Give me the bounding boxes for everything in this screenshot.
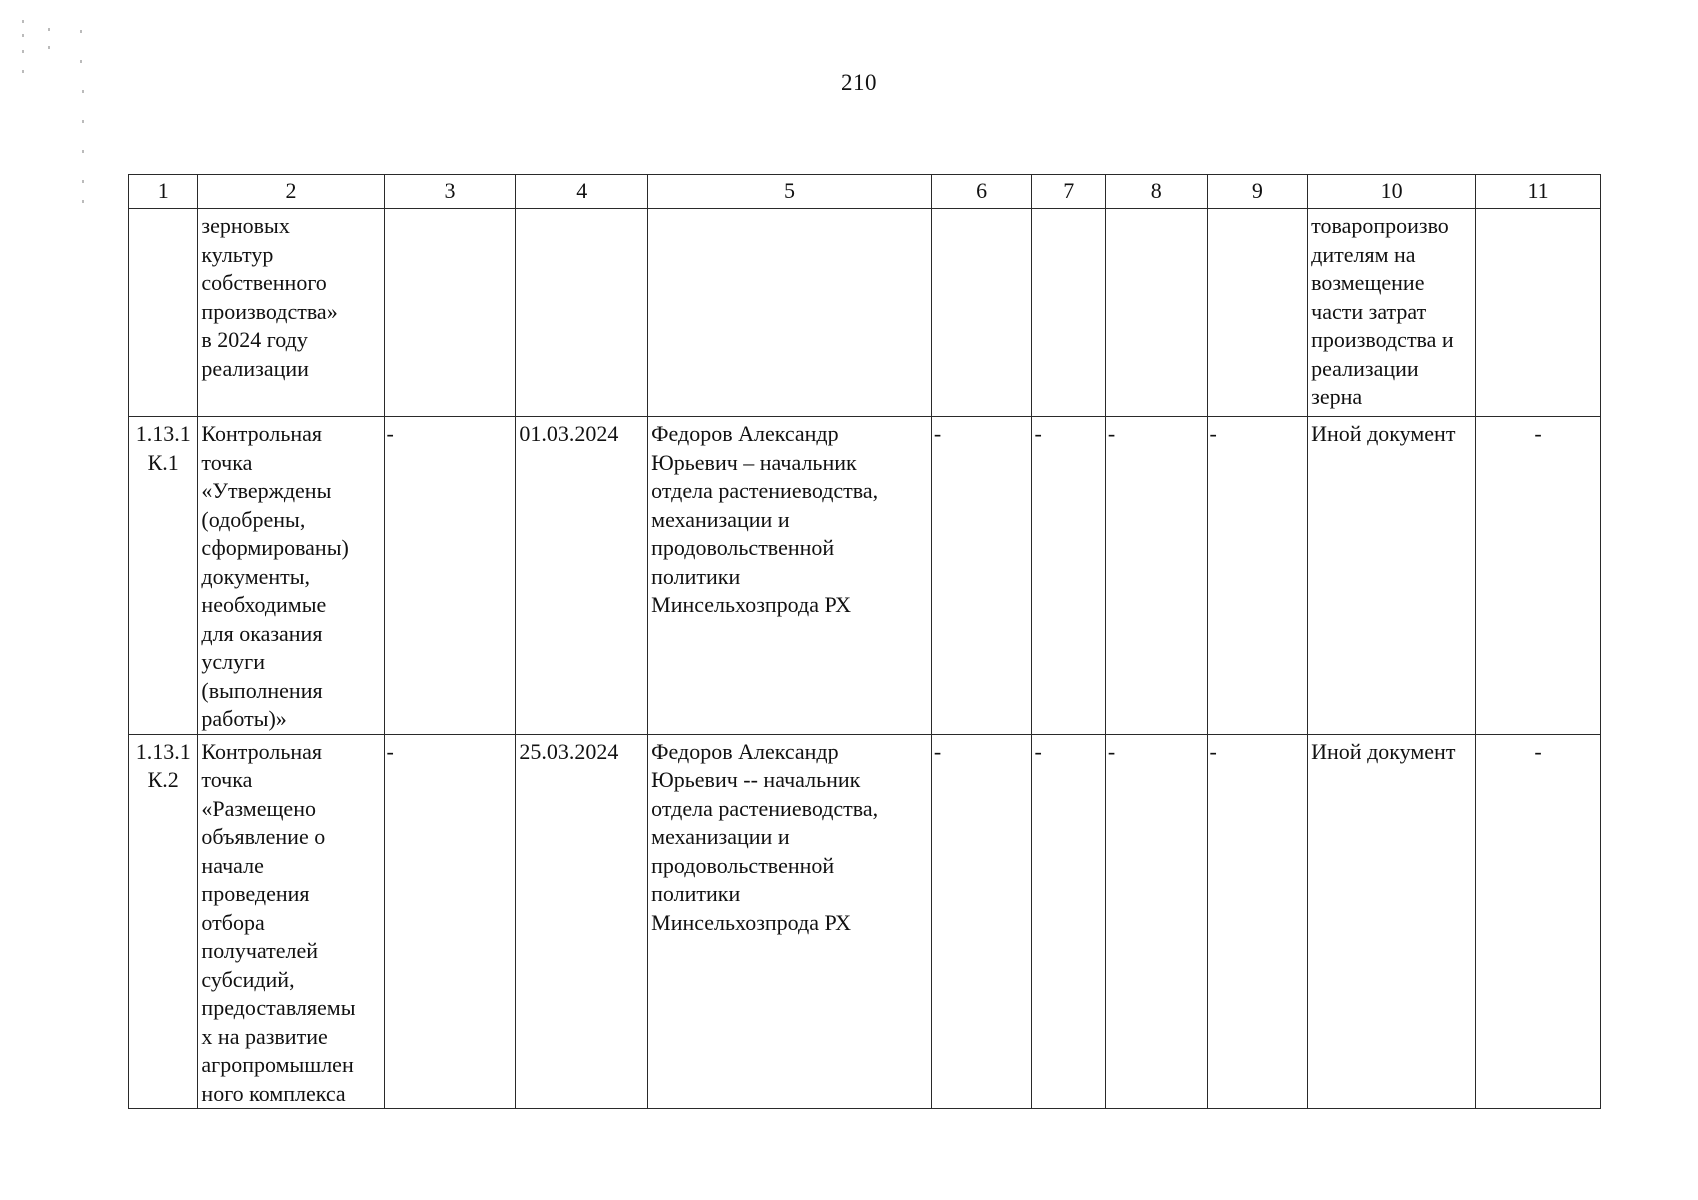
column-header-4: 4 bbox=[516, 175, 648, 209]
responsible-cell: Федоров Александр Юрьевич – начальник отдела растениеводства, механизации и продовольственной политики Минсельхозпрода РХ bbox=[648, 417, 932, 735]
col11-cell: - bbox=[1476, 734, 1601, 1109]
col9-cell bbox=[1207, 209, 1308, 417]
column-header-8: 8 bbox=[1105, 175, 1207, 209]
start-date-cell: - bbox=[384, 734, 516, 1109]
start-date-cell bbox=[384, 209, 516, 417]
column-header-11: 11 bbox=[1476, 175, 1601, 209]
col8-cell: - bbox=[1105, 417, 1207, 735]
col9-cell: - bbox=[1207, 734, 1308, 1109]
table-row bbox=[129, 417, 1601, 735]
column-header-5: 5 bbox=[648, 175, 932, 209]
col9-cell: - bbox=[1207, 417, 1308, 735]
table-header-row bbox=[129, 175, 1601, 209]
column-header-1: 1 bbox=[129, 175, 198, 209]
event-name-cell: Контрольная точка «Размещено объявление о начале проведения отбора получателей субсидий, предоставляемы х на развитие агропромышлен ного комплекса bbox=[198, 734, 384, 1109]
scan-artifacts bbox=[18, 20, 98, 210]
col11-cell: - bbox=[1476, 417, 1601, 735]
event-name-cell: Контрольная точка «Утверждены (одобрены, сформированы) документы, необходимые для оказания услуги (выполнения работы)» bbox=[198, 417, 384, 735]
column-header-2: 2 bbox=[198, 175, 384, 209]
end-date-cell: 01.03.2024 bbox=[516, 417, 648, 735]
col7-cell: - bbox=[1032, 417, 1105, 735]
col6-cell: - bbox=[931, 417, 1032, 735]
end-date-cell bbox=[516, 209, 648, 417]
col7-cell: - bbox=[1032, 734, 1105, 1109]
col7-cell bbox=[1032, 209, 1105, 417]
result-type-cell: товаропроизво дителям на возмещение части затрат производства и реализации зерна bbox=[1308, 209, 1476, 417]
column-header-9: 9 bbox=[1207, 175, 1308, 209]
end-date-cell: 25.03.2024 bbox=[516, 734, 648, 1109]
row-number-cell: 1.13.1 К.2 bbox=[129, 734, 198, 1109]
column-header-7: 7 bbox=[1032, 175, 1105, 209]
column-header-10: 10 bbox=[1308, 175, 1476, 209]
start-date-cell: - bbox=[384, 417, 516, 735]
responsible-cell bbox=[648, 209, 932, 417]
document-table bbox=[128, 174, 1601, 1109]
responsible-cell: Федоров Александр Юрьевич -- начальник отдела растениеводства, механизации и продовольственной политики Минсельхозпрода РХ bbox=[648, 734, 932, 1109]
col6-cell bbox=[931, 209, 1032, 417]
col8-cell bbox=[1105, 209, 1207, 417]
row-number-cell bbox=[129, 209, 198, 417]
table-row bbox=[129, 734, 1601, 1109]
table-row bbox=[129, 209, 1601, 417]
result-type-cell: Иной документ bbox=[1308, 734, 1476, 1109]
result-type-cell: Иной документ bbox=[1308, 417, 1476, 735]
col8-cell: - bbox=[1105, 734, 1207, 1109]
column-header-3: 3 bbox=[384, 175, 516, 209]
page-number: 210 bbox=[841, 70, 877, 95]
event-name-cell: зерновых культур собственного производства» в 2024 году реализации bbox=[198, 209, 384, 417]
col11-cell bbox=[1476, 209, 1601, 417]
row-number-cell: 1.13.1 К.1 bbox=[129, 417, 198, 735]
col6-cell: - bbox=[931, 734, 1032, 1109]
column-header-6: 6 bbox=[931, 175, 1032, 209]
